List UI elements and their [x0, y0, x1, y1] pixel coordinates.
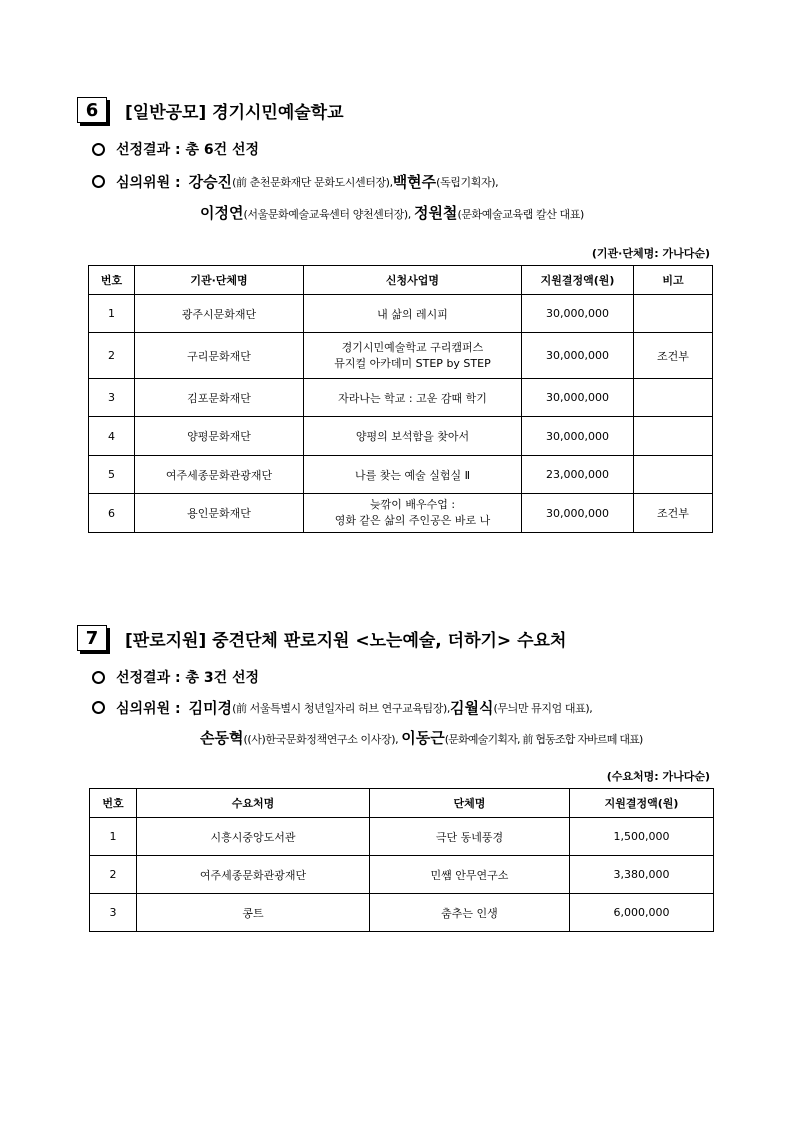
circle-bullet-icon — [92, 143, 105, 156]
selection-table — [88, 265, 713, 533]
project-name: 자라나는 학교 : 고운 감때 학기 — [304, 379, 522, 417]
row-number: 1 — [90, 818, 137, 856]
amount: 30,000,000 — [522, 295, 634, 333]
project-line: 늦깎이 배우수업 : — [369, 498, 456, 511]
column-header: 비고 — [634, 266, 713, 295]
section-number-box: 7 — [77, 625, 107, 651]
circle-bullet-icon — [92, 701, 105, 714]
remark — [634, 456, 713, 494]
reviewers-label: 심의위원 : — [116, 174, 181, 191]
table-header-row — [90, 789, 714, 818]
amount: 1,500,000 — [570, 818, 714, 856]
remark — [634, 295, 713, 333]
reviewer-affiliation: ((사)한국문화정책연구소 이사장), — [243, 733, 402, 746]
project-name: 양평의 보석함을 찾아서 — [304, 417, 522, 456]
section-title: [일반공모] 경기시민예술학교 — [125, 102, 344, 123]
row-number: 6 — [89, 494, 135, 533]
table-row — [90, 894, 714, 932]
demand-table — [89, 788, 714, 932]
org-name: 김포문화재단 — [135, 379, 304, 417]
table-header-row — [89, 266, 713, 295]
amount: 30,000,000 — [522, 494, 634, 533]
row-number: 2 — [90, 856, 137, 894]
org-name: 광주시문화재단 — [135, 295, 304, 333]
reviewers-line-1 — [92, 697, 592, 718]
selection-result-text: 선정결과 : 총 3건 선정 — [116, 670, 260, 686]
project-name — [304, 494, 522, 533]
row-number: 4 — [89, 417, 135, 456]
section-7-header — [77, 623, 566, 653]
row-number: 3 — [90, 894, 137, 932]
table-row — [89, 295, 713, 333]
demand-name: 시흥시중앙도서관 — [137, 818, 370, 856]
column-header: 번호 — [90, 789, 137, 818]
remark: 조건부 — [634, 494, 713, 533]
reviewer-name: 백현주 — [392, 173, 437, 191]
reviewers-label: 심의위원 : — [116, 700, 181, 717]
column-header: 지원결정액(원) — [570, 789, 714, 818]
table-row — [89, 333, 713, 379]
row-number: 1 — [89, 295, 135, 333]
amount: 30,000,000 — [522, 379, 634, 417]
amount: 23,000,000 — [522, 456, 634, 494]
column-header: 기관·단체명 — [135, 266, 304, 295]
reviewer-affiliation: (독립기획자), — [436, 175, 499, 189]
row-number: 3 — [89, 379, 135, 417]
column-header: 번호 — [89, 266, 135, 295]
sort-note: (기관·단체명: 가나다순) — [591, 247, 710, 260]
table-row — [89, 494, 713, 533]
table-row — [90, 818, 714, 856]
remark: 조건부 — [634, 333, 713, 379]
reviewer-affiliation: (문화예술기획자, 前 협동조합 자바르떼 대표) — [444, 733, 643, 746]
reviewer-affiliation: (무늬만 뮤지엄 대표), — [493, 701, 593, 715]
reviewer-affiliation: (前 춘천문화재단 문화도시센터장), — [232, 175, 393, 189]
demand-name: 콩트 — [137, 894, 370, 932]
sort-note: (수요처명: 가나다순) — [606, 770, 710, 783]
reviewer-affiliation: (서울문화예술교육센터 양천센터장), — [243, 208, 414, 221]
project-line: 뮤지컬 아카데미 STEP by STEP — [334, 356, 491, 370]
column-header: 수요처명 — [137, 789, 370, 818]
reviewer-name: 김미경 — [188, 699, 233, 717]
section-number-box: 6 — [77, 97, 107, 123]
project-name: 내 삶의 레시피 — [304, 295, 522, 333]
table-row — [89, 456, 713, 494]
table-row — [89, 417, 713, 456]
reviewer-name: 이동근 — [401, 729, 445, 747]
amount: 30,000,000 — [522, 417, 634, 456]
project-name: 나를 찾는 예술 실험실 Ⅱ — [304, 456, 522, 494]
org-name: 양평문화재단 — [135, 417, 304, 456]
reviewer-affiliation: (前 서울특별시 청년일자리 허브 연구교육팀장), — [232, 701, 450, 715]
org-name: 용인문화재단 — [135, 494, 304, 533]
reviewers-line-2 — [200, 202, 584, 223]
circle-bullet-icon — [92, 671, 105, 684]
column-header: 단체명 — [370, 789, 570, 818]
reviewer-affiliation: (문화예술교육랩 칼산 대표) — [457, 208, 584, 221]
row-number: 5 — [89, 456, 135, 494]
amount: 30,000,000 — [522, 333, 634, 379]
amount: 6,000,000 — [570, 894, 714, 932]
reviewer-name: 이정연 — [200, 204, 244, 222]
selection-result-text: 선정결과 : 총 6건 선정 — [116, 142, 260, 158]
reviewer-name: 강승진 — [188, 173, 233, 191]
project-line: 경기시민예술학교 구리캠퍼스 — [341, 340, 484, 354]
reviewer-name: 손동혁 — [200, 729, 244, 747]
column-header: 신청사업명 — [304, 266, 522, 295]
group-name: 춤추는 인생 — [370, 894, 570, 932]
group-name: 극단 동네풍경 — [370, 818, 570, 856]
amount: 3,380,000 — [570, 856, 714, 894]
reviewer-name: 김월식 — [450, 699, 494, 717]
remark — [634, 379, 713, 417]
row-number: 2 — [89, 333, 135, 379]
remark — [634, 417, 713, 456]
org-name: 구리문화재단 — [135, 333, 304, 379]
reviewers-line-1 — [92, 171, 498, 192]
table-row — [90, 856, 714, 894]
selection-result — [92, 139, 259, 159]
reviewer-name: 정원철 — [413, 204, 458, 222]
circle-bullet-icon — [92, 175, 105, 188]
table-row — [89, 379, 713, 417]
demand-name: 여주세종문화관광재단 — [137, 856, 370, 894]
section-title: [판로지원] 중견단체 판로지원 <노는예술, 더하기> 수요처 — [125, 630, 567, 651]
project-name — [304, 333, 522, 379]
group-name: 민쌤 안무연구소 — [370, 856, 570, 894]
project-line: 영화 같은 삶의 주인공은 바로 나 — [334, 514, 491, 527]
selection-result — [92, 667, 259, 687]
reviewers-line-2 — [200, 727, 642, 748]
column-header: 지원결정액(원) — [522, 266, 634, 295]
org-name: 여주세종문화관광재단 — [135, 456, 304, 494]
section-6-header — [77, 95, 344, 125]
